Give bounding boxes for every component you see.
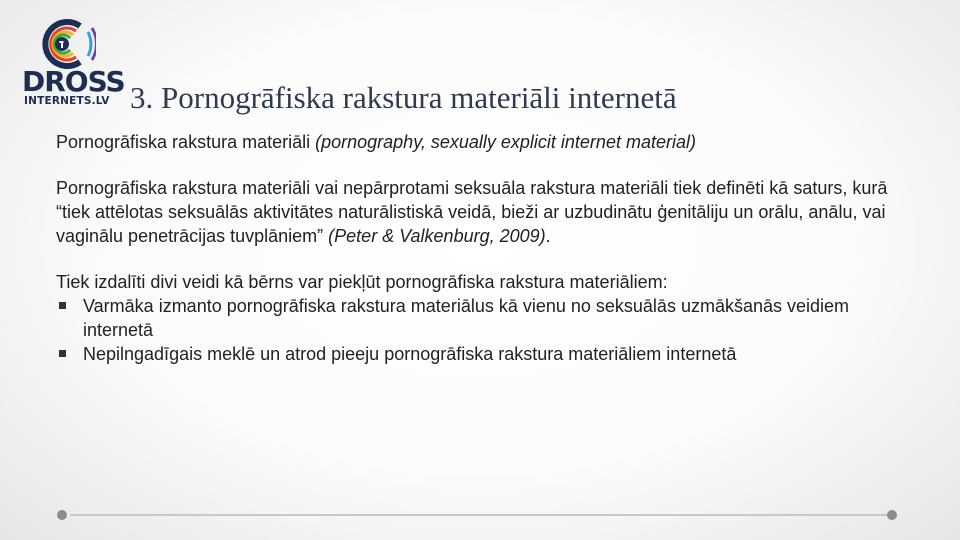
logo-emblem-icon — [36, 18, 96, 70]
logo-subtitle: INTERNETS.LV — [24, 95, 110, 107]
list-item — [56, 294, 916, 342]
term-text: Pornogrāfiska rakstura materiāli — [56, 132, 311, 152]
list-heading: Tiek izdalīti divi veidi kā bērns var piekļūt pornogrāfiska rakstura materiāliem: — [56, 272, 668, 292]
footer-divider — [70, 514, 890, 516]
citation-text: (Peter & Valkenburg, 2009) — [328, 226, 546, 246]
bullet-square-icon — [59, 302, 66, 309]
bullet-text: Varmāka izmanto pornogrāfiska rakstura materiālus kā vienu no seksuālās uzmākšanās veidiem internetā — [83, 296, 850, 340]
term-gloss: (pornography, sexually explicit internet material) — [315, 132, 696, 152]
description-text: Pornogrāfiska rakstura materiāli vai nepārprotami seksuāla rakstura materiāli tiek definēti kā saturs, kurā “tiek attēlotas seksuālās aktivitātes naturālistiskā veidā, bieži ar uzbudinātu ģenitāliju un orālu, anālu, vai vaginālu penetrācijas tuvplāniem” — [56, 178, 888, 246]
slide-title: 3. Pornogrāfiska rakstura materiāli internetā — [130, 80, 677, 115]
footer-dot-right — [887, 510, 897, 520]
logo-name: DROSS — [22, 65, 125, 98]
bullet-text: Nepilngadīgais meklē un atrod pieeju pornogrāfiska rakstura materiāliem internetā — [83, 344, 737, 364]
bullet-list — [56, 294, 916, 366]
bullet-square-icon — [59, 350, 66, 357]
list-item — [56, 342, 916, 366]
definition-paragraph — [56, 130, 916, 154]
slide-content — [56, 130, 916, 366]
description-end: . — [545, 226, 551, 246]
dross-logo — [18, 16, 128, 108]
description-paragraph — [56, 176, 916, 248]
footer-dot-left — [57, 510, 67, 520]
